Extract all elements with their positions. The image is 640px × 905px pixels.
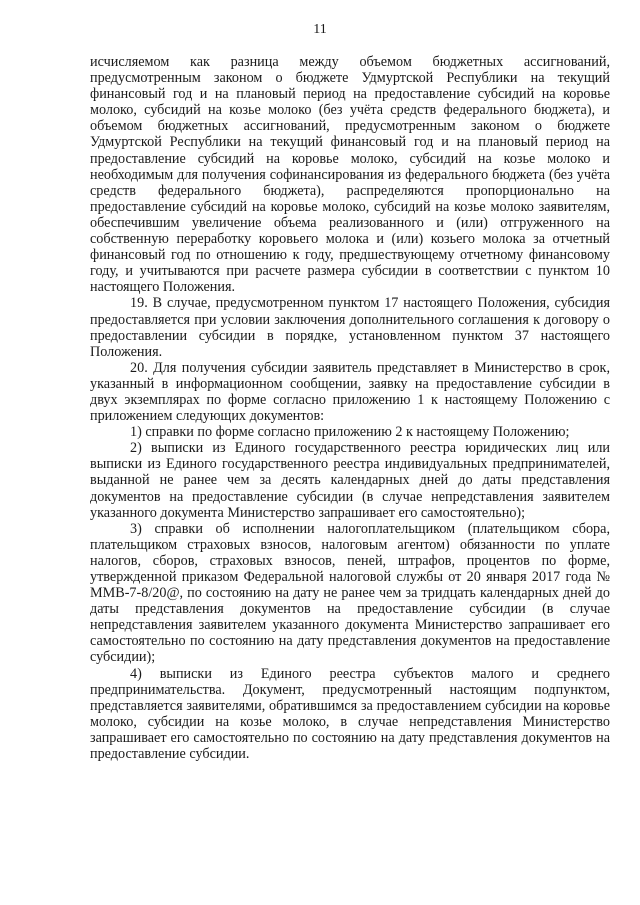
paragraph-20: 20. Для получения субсидии заявитель представляет в Министерство в срок, указанный в информационном сообщении, заявку на предоставление субсидии в двух экземплярах по форме согласно приложению 1 к настоящему Положению с приложением следующих документов: <box>90 359 610 425</box>
document-body <box>90 54 610 762</box>
list-item-3: 3) справки об исполнении налогоплательщиком (плательщиком сбора, плательщиком страховых взносов, налоговым агентом) обязанности по уплате налогов, сборов, страховых взносов, пеней, штрафов, процентов по форме, утвержденной приказом Федеральной налоговой службы от 20 января 2017 года № ММВ-7-8/20@, по состоянию на дату не ранее чем за тридцать календарных дней до даты представления документов на предоставление субсидии (в случае непредставления заявителем указанного документа Министерство запрашивает его самостоятельно по состоянию на дату представления документов на предоставление субсидии); <box>90 520 610 666</box>
paragraph-19: 19. В случае, предусмотренном пунктом 17 настоящего Положения, субсидия предоставляется при условии заключения дополнительного соглашения к договору о предоставлении субсидии в порядке, установленном пунктом 37 настоящего Положения. <box>90 295 610 360</box>
paragraph-continuation: исчисляемом как разница между объемом бюджетных ассигнований, предусмотренным законом о бюджете Удмуртской Республики на текущий финансовый год и на плановый период на предоставление субсидий на коровье молоко, субсидий на козье молоко (без учёта средств федерального бюджета), и объемом бюджетных ассигнований, предусмотренным законом о бюджете Удмуртской Республики на текущий финансовый год и на плановый период на предоставление субсидий на коровье молоко, субсидий на козье молоко и необходимым для получения софинансирования из федерального бюджета (без учёта средств федерального бюджета), распределяются пропорционально на предоставление субсидий на коровье молоко, субсидий на козье молоко заявителям, обеспечившим увеличение объема реализованного и (или) отгруженного на собственную переработку коровьего молока и (или) козьего молока за отчетный финансовый год по отношению к году, предшествующему отчетному финансовому году, и учитываются при расчете размера субсидии в соответствии с пунктом 10 настоящего Положения. <box>90 54 610 296</box>
page-number: 11 <box>313 22 327 37</box>
list-item-2: 2) выписки из Единого государственного реестра юридических лиц или выписки из Единого государственного реестра индивидуальных предпринимателей, выданной не ранее чем за десять календарных дней до даты представления документов на предоставление субсидии (в случае непредставления заявителем указанного документа Министерство запрашивает его самостоятельно); <box>90 440 610 521</box>
list-item-1: 1) справки по форме согласно приложению 2 к настоящему Положению; <box>130 424 570 441</box>
list-item-4: 4) выписки из Единого реестра субъектов малого и среднего предпринимательства. Документ, предусмотренный настоящим подпунктом, представляется заявителями, обратившимся за предоставлением субсидии на коровье молоко, субсидии на козье молоко, в случае непредставления Министерство запрашивает его самостоятельно по состоянию на дату представления документов на предоставление субсидии. <box>90 665 610 763</box>
